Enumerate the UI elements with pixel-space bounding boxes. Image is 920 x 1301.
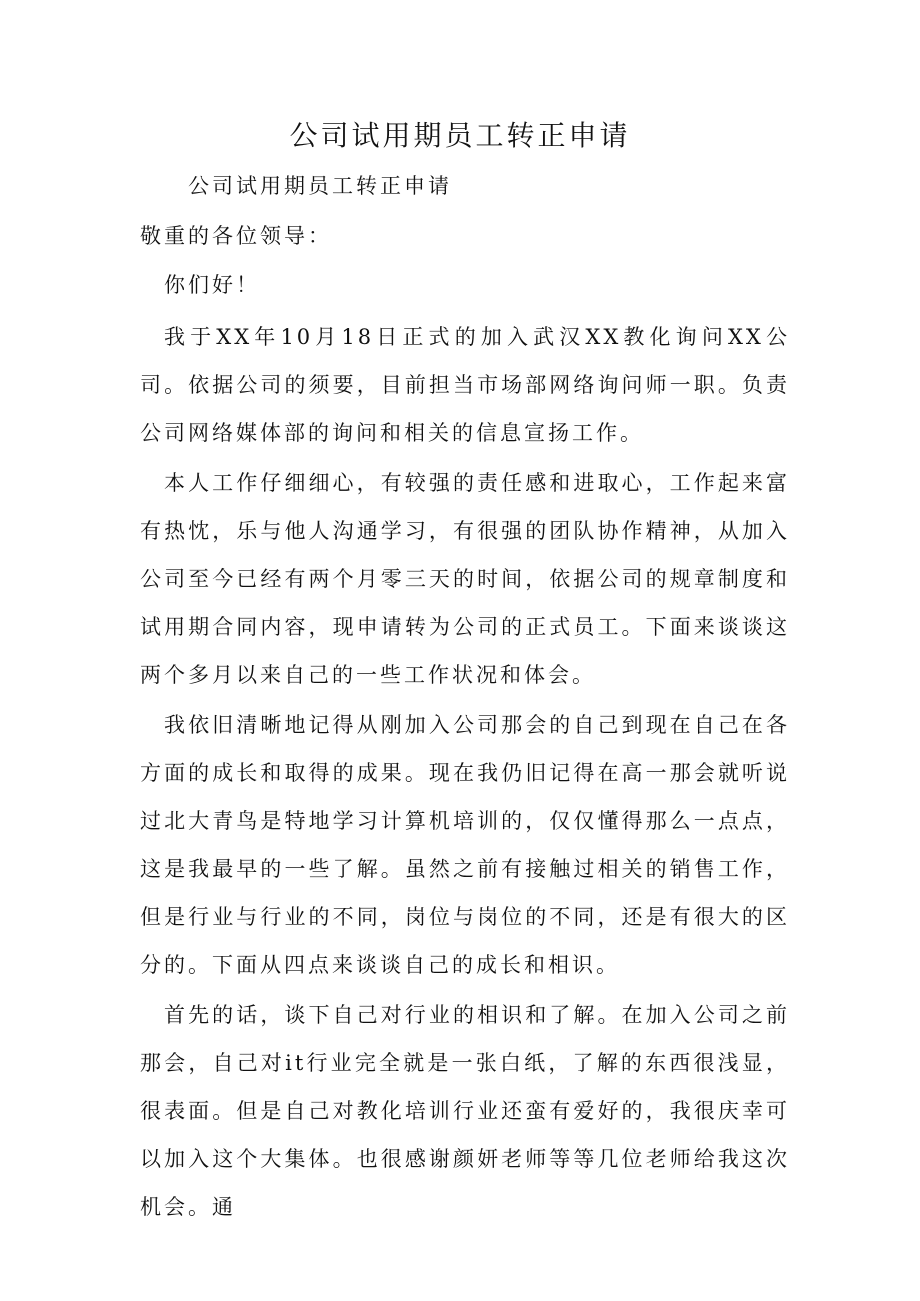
document-title: 公司试用期员工转正申请 xyxy=(289,119,631,152)
paragraph-join-date: 我于XX年10月18日正式的加入武汉XX教化询问XX公司。依据公司的须要，目前担当市场部网络询问师一职。负责公司网络媒体部的询问和相关的信息宣扬工作。 xyxy=(140,325,790,445)
greeting: 你们好！ xyxy=(164,273,260,297)
document-body xyxy=(140,313,790,1233)
salutation: 敬重的各位领导： xyxy=(140,224,332,248)
paragraph-industry-understanding: 首先的话，谈下自己对行业的相识和了解。在加入公司之前那会，自己对it行业完全就是一张白纸，了解的东西很浅显，很表面。但是自己对教化培训行业还蛮有爱好的，我很庆幸可以加入这个大集体。也很感谢颜妍老师等等几位老师给我这次机会。通 xyxy=(140,1003,790,1219)
document-subtitle: 公司试用期员工转正申请 xyxy=(188,174,452,198)
paragraph-growth: 我依旧清晰地记得从刚加入公司那会的自己到现在自己在各方面的成长和取得的成果。现在我仍旧记得在高一那会就听说过北大青鸟是特地学习计算机培训的，仅仅懂得那么一点点，这是我最早的一些了解。虽然之前有接触过相关的销售工作，但是行业与行业的不同，岗位与岗位的不同，还是有很大的区分的。下面从四点来谈谈自己的成长和相识。 xyxy=(140,713,790,977)
paragraph-self-evaluation: 本人工作仔细细心，有较强的责任感和进取心，工作起来富有热忱，乐与他人沟通学习，有很强的团队协作精神，从加入公司至今已经有两个月零三天的时间，依据公司的规章制度和试用期合同内容，现申请转为公司的正式员工。下面来谈谈这两个多月以来自己的一些工作状况和体会。 xyxy=(140,471,790,687)
